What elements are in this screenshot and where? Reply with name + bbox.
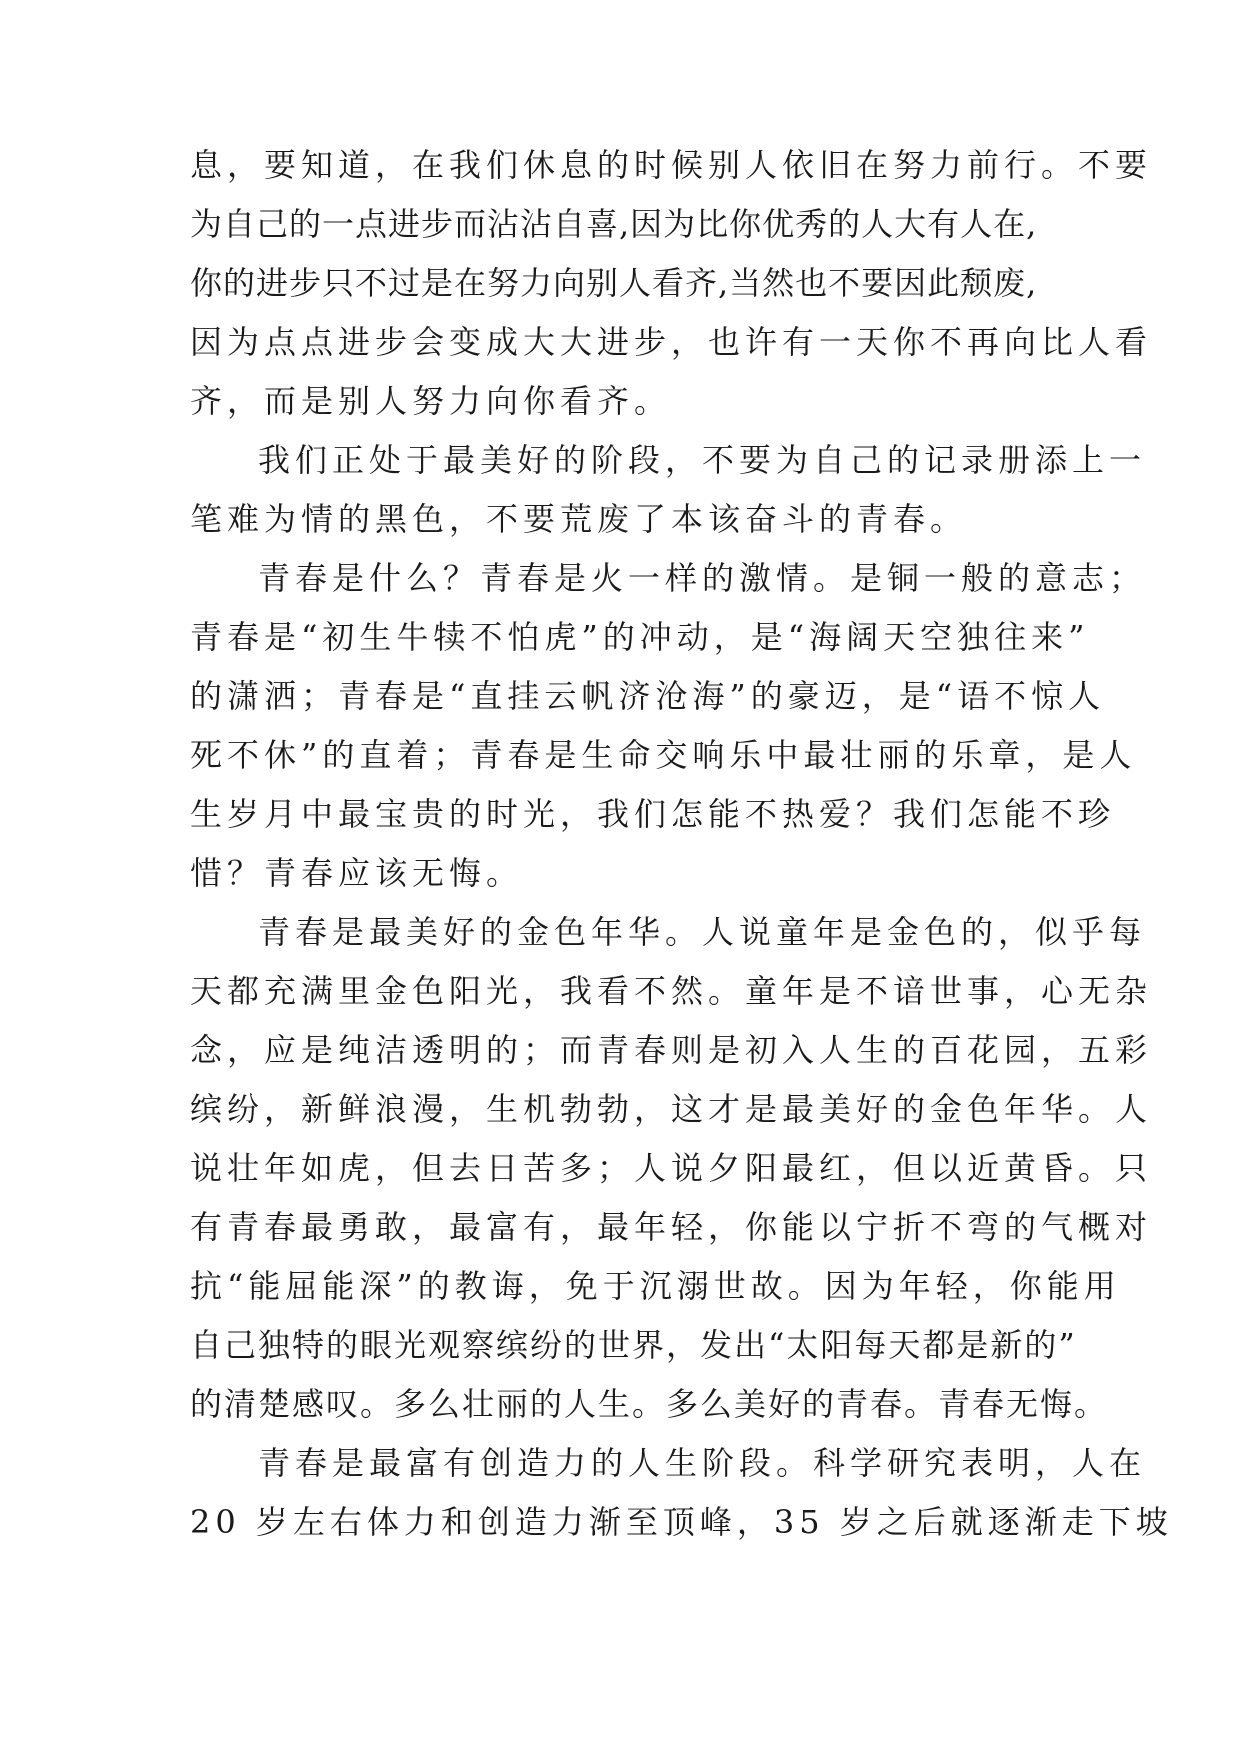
text-line: 天都充满里金色阳光，我看不然。童年是不谙世事，心无杂 [190, 972, 1153, 1010]
text-line: 念，应是纯洁透明的；而青春则是初入人生的百花园，五彩 [190, 1031, 1153, 1069]
text-line: 因为点点进步会变成大大进步，也许有一天你不再向比人看 [190, 323, 1153, 361]
text-line: 齐，而是别人努力向你看齐。 [190, 382, 672, 420]
text-line: 息，要知道，在我们休息的时候别人依旧在努力前行。不要 [190, 146, 1153, 184]
text-line: 青春是最美好的金色年华。人说童年是金色的，似乎每 [258, 913, 1147, 951]
text-line: 青春是“初生牛犊不怕虎”的冲动，是“海阔天空独往来” [190, 618, 1090, 656]
text-line: 抗“能屈能深”的教诲，免于沉溺世故。因为年轻，你能用 [190, 1267, 1121, 1305]
text-line: 的潇洒；青春是“直挂云帆济沧海”的豪迈，是“语不惊人 [190, 677, 1106, 715]
text-line: 有青春最勇敢，最富有，最年轻，你能以宁折不弯的气概对 [190, 1208, 1153, 1246]
text-line: 自己独特的眼光观察缤纷的世界，发出“太阳每天都是新的” [190, 1326, 1077, 1364]
text-line: 为自己的一点进步而沾沾自喜,因为比你优秀的人大有人在, [190, 205, 1038, 243]
text-line: 青春是什么？青春是火一样的激情。是铜一般的意志； [258, 559, 1147, 597]
text-line: 的清楚感叹。多么壮丽的人生。多么美好的青春。青春无悔。 [190, 1385, 1109, 1423]
text-line: 青春是最富有创造力的人生阶段。科学研究表明，人在 [258, 1444, 1147, 1482]
text-line: 我们正处于最美好的阶段，不要为自己的记录册添上一 [258, 441, 1147, 479]
text-line: 生岁月中最宝贵的时光，我们怎能不热爱？我们怎能不珍 [190, 795, 1116, 833]
text-line: 你的进步只不过是在努力向别人看齐,当然也不要因此颓废, [190, 264, 1038, 302]
text-line: 笔难为情的黑色，不要荒废了本该奋斗的青春。 [190, 500, 968, 538]
text-line: 20 岁左右体力和创造力渐至顶峰，35 岁之后就逐渐走下坡 [190, 1503, 1173, 1541]
text-line: 说壮年如虎，但去日苦多；人说夕阳最红，但以近黄昏。只 [190, 1149, 1153, 1187]
text-line: 死不休”的直着；青春是生命交响乐中最壮丽的乐章，是人 [190, 736, 1137, 774]
text-line: 缤纷，新鲜浪漫，生机勃勃，这才是最美好的金色年华。人 [190, 1090, 1153, 1128]
text-line: 惜？青春应该无悔。 [190, 854, 524, 892]
